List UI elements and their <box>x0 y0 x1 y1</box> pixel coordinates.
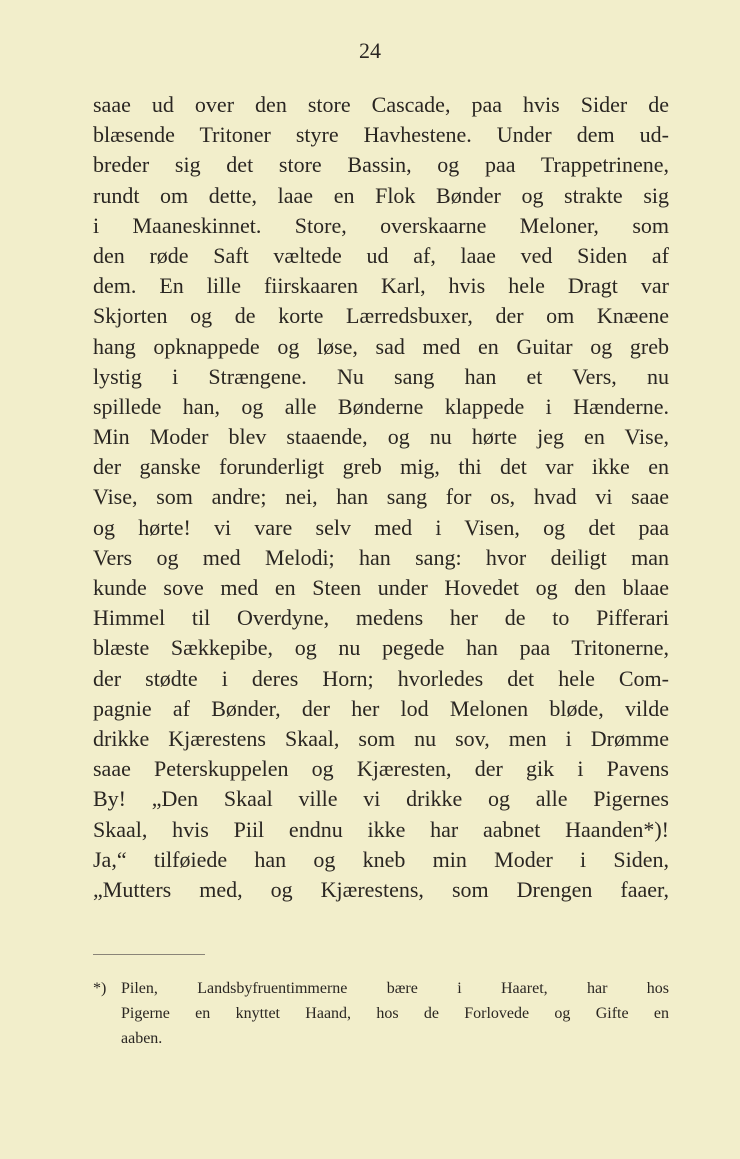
body-text <box>93 90 669 905</box>
text-line: Ja,“ tilføiede han og kneb min Moder i Siden, <box>93 846 669 872</box>
text-line: Min Moder blev staaende, og nu hørte jeg en Vise, <box>93 424 669 450</box>
footnote-line: aaben. <box>121 1030 163 1047</box>
text-line: blæsende Tritoner styre Havhestene. Under dem ud- <box>93 122 669 148</box>
page-number: 24 <box>359 38 381 63</box>
text-line: den røde Saft væltede ud af, laae ved Siden af <box>93 242 669 268</box>
text-line: dem. En lille fiirskaaren Karl, hvis hele Dragt var <box>93 273 669 299</box>
text-line: lystig i Strængene. Nu sang han et Vers, nu <box>93 363 669 389</box>
text-line: der ganske forunderligt greb mig, thi det var ikke en <box>93 454 669 480</box>
text-line: kunde sove med en Steen under Hovedet og den blaae <box>93 575 669 600</box>
text-line: Himmel til Overdyne, medens her de to Pifferari <box>93 605 669 631</box>
text-line: By! „Den Skaal ville vi drikke og alle Pigernes <box>93 786 669 812</box>
text-line: drikke Kjærestens Skaal, som nu sov, men i Drømme <box>93 725 669 751</box>
text-line: Skaal, hvis Piil endnu ikke har aabnet Haanden*)! <box>93 816 669 842</box>
footnote-text <box>121 976 669 1051</box>
text-line: saae ud over den store Cascade, paa hvis Sider de <box>93 92 669 117</box>
text-line: pagnie af Bønder, der her lod Melonen bløde, vilde <box>93 695 669 721</box>
footnote-divider <box>93 954 205 955</box>
text-line: „Mutters med, og Kjærestens, som Drengen faaer, <box>93 876 669 902</box>
footnote-line: Pilen, Landsbyfruentimmerne bære i Haaret, har hos <box>121 980 669 997</box>
text-line: i Maaneskinnet. Store, overskaarne Meloner, som <box>93 212 669 238</box>
text-line: hang opknappede og løse, sad med en Guitar og greb <box>93 333 669 359</box>
text-line: Vers og med Melodi; han sang: hvor deiligt man <box>93 544 669 570</box>
text-line: rundt om dette, laae en Flok Bønder og strakte sig <box>93 182 669 208</box>
footnote-marker: *) <box>93 980 107 997</box>
text-line: breder sig det store Bassin, og paa Trappetrinene, <box>93 152 669 178</box>
footnote <box>93 976 669 1051</box>
text-line: saae Peterskuppelen og Kjæresten, der gik i Pavens <box>93 756 669 782</box>
text-line: der stødte i deres Horn; hvorledes det hele Com- <box>93 665 669 691</box>
text-line: blæste Sækkepibe, og nu pegede han paa Tritonerne, <box>93 635 669 661</box>
text-line: spillede han, og alle Bønderne klappede i Hænderne. <box>93 393 669 419</box>
text-line: Vise, som andre; nei, han sang for os, hvad vi saae <box>93 484 669 510</box>
text-line: og hørte! vi vare selv med i Visen, og det paa <box>93 514 669 540</box>
text-line: Skjorten og de korte Lærredsbuxer, der om Knæene <box>93 303 669 329</box>
footnote-line: Pigerne en knyttet Haand, hos de Forlovede og Gifte en <box>121 1005 669 1022</box>
